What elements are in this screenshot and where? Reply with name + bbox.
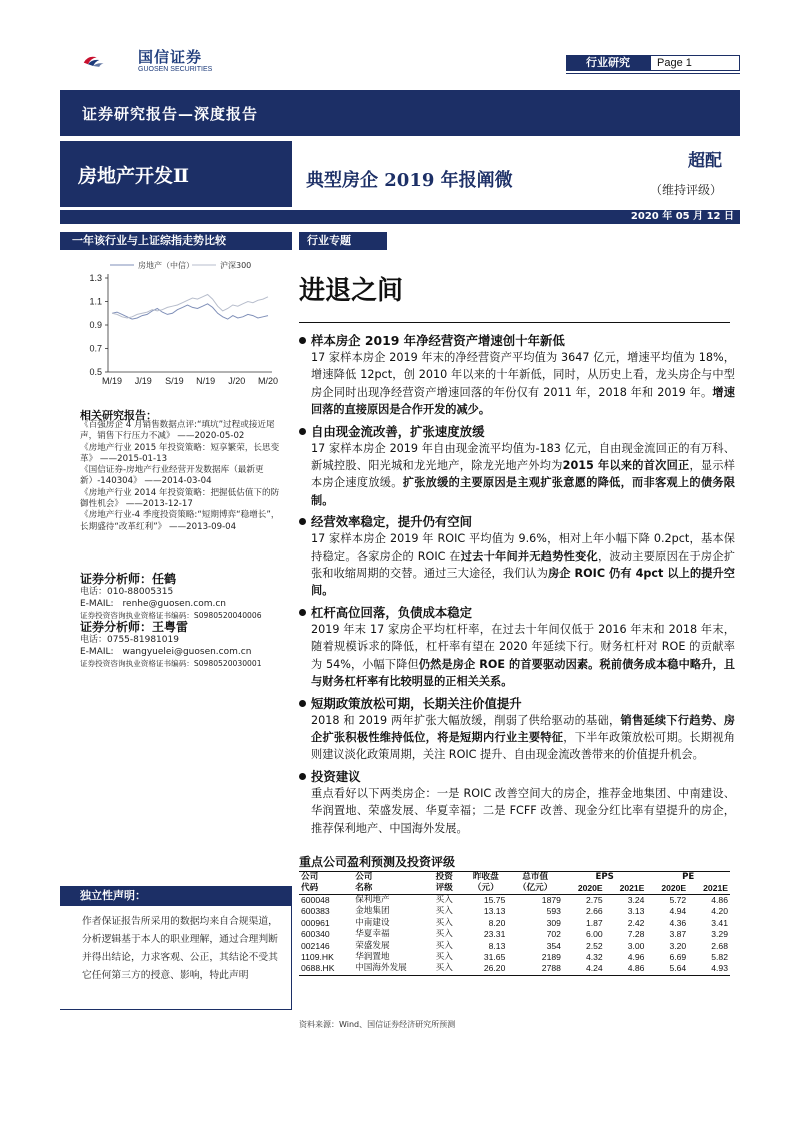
table-header: 评级	[434, 883, 465, 895]
section-text	[299, 440, 735, 510]
section-heading-text: 杠杆高位回落，负债成本稳定	[311, 604, 473, 620]
table-cell: 5.82	[711, 952, 728, 963]
rating-note: （维持评级）	[649, 183, 722, 197]
refs-title: 相关研究报告：	[80, 409, 157, 422]
section-text-plain: 17 家样本房企 2019 年自由现金流平均值为-183 亿元，自由现金流回正的有万科、新城控股、阳光城和龙光地产，除龙光地产外均为	[311, 441, 735, 473]
analyst-name: 证券分析师：王粤雷	[80, 620, 189, 634]
table-header: EPS	[563, 872, 647, 884]
table-header: （亿元）	[507, 883, 563, 895]
forecast-table	[299, 871, 730, 976]
big-title: 进退之间	[299, 276, 404, 306]
ref-item[interactable]: 《房地产行业 2014 年投资策略：把握低估值下的防御性机会》 ——2013-12-17	[80, 487, 280, 510]
header-rule	[566, 73, 740, 74]
table-cell: 华润置地	[355, 952, 390, 963]
summary-section	[299, 604, 735, 691]
section-text-plain: ，显示样本房企速度放缓。	[311, 459, 735, 490]
table-cell: 荣盛发展	[355, 940, 390, 951]
section-text-bold: 仍然是房企 ROE 的首要驱动因素。税前债务成本稳中略升，且与财务杠杆率有比较明显的正相关关系。	[311, 657, 735, 689]
table-cell: 4.36	[669, 917, 687, 928]
analyst-cert: 证券投资咨询执业资格证书编码：S0980520040006	[80, 611, 262, 621]
table-cell: 4.20	[711, 906, 728, 917]
section-text	[299, 785, 735, 837]
table-cell: 3.87	[669, 929, 687, 940]
table-cell: 4.32	[585, 952, 603, 963]
table-cell: 15.75	[483, 895, 506, 905]
table-cell: 2.68	[711, 940, 728, 951]
date-band	[60, 210, 740, 224]
y-tick-label: 0.7	[89, 343, 102, 354]
section-text	[299, 530, 735, 600]
table-cell: 1109.HK	[301, 952, 334, 963]
summary-section	[299, 332, 735, 419]
ref-item[interactable]: 《国信证券-房地产行业经营开发数据库（最新更新）-140304》 ——2014-03-04	[80, 465, 264, 487]
table-cell: 买入	[435, 929, 453, 940]
table-header: （元）	[464, 883, 507, 895]
x-tick-label: M/20	[257, 376, 279, 386]
header-tag: 行业研究	[566, 55, 650, 71]
section-heading	[299, 513, 735, 530]
table-row	[299, 918, 730, 929]
bullet-icon	[299, 337, 306, 344]
legend-label: 沪深300	[220, 261, 252, 270]
ref-item[interactable]: 《房地产行业-4 季度投资策略:“短期博弈“稳增长”，长期盛待“改革红利”》 ——2013-09-04	[80, 510, 280, 532]
bullet-icon	[299, 518, 306, 525]
table-cell: 中国海外发展	[353, 963, 433, 975]
table-cell: 中南建设	[355, 917, 390, 928]
table-cell: 1879	[541, 895, 561, 905]
legend-label: 房地产（中信）	[138, 261, 194, 270]
table-cell: 买入	[435, 906, 453, 917]
summary-section	[299, 695, 735, 764]
section-text	[299, 712, 735, 764]
independence-heading: 独立性声明：	[60, 886, 292, 906]
table-header: 代码	[299, 883, 353, 895]
analyst-email[interactable]: E-MAIL: wangyuelei@guosen.com.cn	[80, 646, 252, 657]
x-tick-label: N/19	[196, 376, 216, 386]
table-cell: 买入	[434, 963, 465, 975]
section-text-plain: ，下半年政策放松可期。长期视角则建议淡化政策周期，关注 ROIC 提升、自由现金流改善带来的价值提升机会。	[311, 730, 735, 762]
table-cell: 4.94	[669, 906, 687, 917]
report-type: 证券研究报告—深度报告	[82, 105, 259, 123]
section-text-bold: 过去十年间并无趋势性变化	[460, 549, 598, 563]
table-cell: 买入	[435, 940, 453, 951]
table-cell: 4.24	[563, 963, 605, 975]
section-heading-text: 短期政策放松可期，长期关注价值提升	[311, 695, 522, 711]
industry-name: 房地产开发Ⅱ	[78, 165, 190, 187]
y-tick-label: 0.9	[89, 320, 102, 330]
header-tag-box	[566, 55, 740, 71]
y-tick-label: 1.3	[89, 273, 102, 283]
title-rule	[299, 322, 730, 323]
bullet-icon	[299, 609, 306, 616]
section-tag: 行业专题	[299, 232, 387, 250]
table-header: 公司	[353, 872, 433, 884]
table-header: PE	[646, 872, 730, 884]
table-cell: 2.75	[585, 895, 603, 905]
logo-en-text: GUOSEN SECURITIES	[138, 66, 213, 73]
section-heading	[299, 695, 735, 712]
table-cell: 8.20	[488, 917, 506, 928]
table-cell: 5.64	[646, 963, 688, 975]
table-header: 名称	[353, 883, 433, 895]
table-cell: 600383	[301, 906, 330, 917]
table-header: 2020E	[646, 883, 688, 895]
table-cell: 2189	[541, 952, 561, 963]
section-heading	[299, 768, 735, 785]
table-cell: 6.69	[669, 952, 687, 963]
table-header: 2021E	[688, 883, 730, 895]
analyst-name: 证券分析师：任鹤	[80, 572, 177, 586]
table-cell: 1.87	[585, 917, 603, 928]
table-cell: 3.00	[627, 940, 645, 951]
summary-section	[299, 768, 735, 837]
table-row	[299, 941, 730, 952]
section-heading	[299, 604, 735, 621]
section-text-bold: 扩张放缓的主要原因是主观扩张意愿的降低，而非客观上的债务限制。	[311, 476, 735, 507]
table-title: 重点公司盈利预测及投资评级	[299, 855, 456, 869]
table-header: 昨收盘	[464, 872, 507, 884]
table-row	[299, 963, 730, 975]
analyst-phone: 电话：0755-81981019	[80, 635, 179, 645]
section-heading-text: 样本房企 2019 年净经营资产增速创十年新低	[311, 333, 565, 348]
table-cell: 0688.HK	[299, 963, 353, 975]
analyst-email[interactable]: E-MAIL: renhe@guosen.com.cn	[80, 598, 226, 609]
analyst-block-2	[80, 620, 290, 670]
page-number: Page 1	[650, 55, 740, 71]
trend-chart	[60, 254, 292, 402]
table-cell: 3.24	[627, 895, 645, 905]
section-heading-text: 投资建议	[311, 768, 361, 784]
table-body	[299, 895, 730, 976]
table-cell: 3.13	[627, 906, 645, 917]
bullet-icon	[299, 428, 306, 435]
table-cell: 买入	[435, 917, 453, 928]
table-cell: 保利地产	[355, 895, 390, 905]
section-text	[299, 621, 735, 691]
section-text-plain: 2019 年末 17 家房企平均杠杆率，在过去十年间仅低于 2016 年末和 2018 年末，随着规模诉求的降低，杠杆率有望在 2020 年延续下行。财务杠杆对 ROE 的贡献率为 54%，小幅下降但	[311, 622, 735, 671]
industry-band	[60, 141, 292, 207]
report-date: 2020 年 05 月 12 日	[630, 211, 734, 222]
chart-heading: 一年该行业与上证综指走势比较	[60, 232, 292, 250]
section-text-bold: 2015 年以来的首次回正	[562, 459, 690, 473]
ref-item[interactable]: 《百强房企 4 月销售数据点评:“填坑”过程或接近尾声，销售下行压力不减》 ——2020-05-02	[80, 420, 275, 442]
bullet-icon	[299, 773, 306, 780]
table-cell: 23.31	[483, 929, 506, 940]
table-header: 2020E	[563, 883, 605, 895]
table-row	[299, 895, 730, 907]
x-tick-label: M/19	[101, 376, 123, 386]
table-cell: 3.20	[669, 940, 687, 951]
summary-section	[299, 513, 735, 600]
section-text	[299, 349, 735, 419]
bullet-icon	[299, 700, 306, 707]
series-line	[112, 304, 268, 319]
ref-item[interactable]: 《房地产行业 2015 年投资策略：短享繁荣，长思变革》 ——2015-01-13	[80, 442, 280, 464]
table-header: 投资	[434, 872, 465, 884]
table-cell: 2.42	[627, 917, 645, 928]
main-body	[299, 332, 735, 841]
table-cell: 5.72	[669, 895, 687, 905]
section-heading-text: 自由现金流改善，扩张速度放缓	[311, 423, 485, 439]
table-cell: 26.20	[464, 963, 507, 975]
table-cell: 702	[546, 929, 561, 940]
analyst-block-1	[80, 572, 290, 622]
table-row	[299, 906, 730, 917]
table-cell: 2.66	[585, 906, 603, 917]
guosen-logo-icon	[82, 44, 138, 76]
table-cell: 金地集团	[355, 906, 390, 917]
table-cell: 4.93	[688, 963, 730, 975]
table-row	[299, 952, 730, 963]
table-cell: 8.13	[488, 940, 506, 951]
table-source: 资料来源：Wind、国信证券经济研究所预测	[299, 1020, 456, 1029]
summary-section	[299, 423, 735, 510]
table-cell: 6.00	[585, 929, 603, 940]
table-cell: 002146	[301, 940, 330, 951]
table-cell: 13.13	[483, 906, 506, 917]
analyst-cert: 证券投资咨询执业资格证书编码：S0980520030001	[80, 659, 262, 669]
section-text-bold: 销售延续下行趋势、房企扩张积极性维持低位，将是短期内行业主要特征	[311, 713, 735, 744]
table-cell: 2788	[507, 963, 563, 975]
rating: 超配	[688, 151, 722, 171]
table-cell: 600048	[301, 895, 330, 905]
logo-cn-text: 国信证券	[138, 48, 203, 66]
section-text-bold: 增速回落的直接原因是合作开发的减少。	[311, 385, 735, 417]
table-cell: 4.96	[627, 952, 645, 963]
x-tick-label: S/19	[165, 376, 184, 386]
section-text-plain: 17 家样本房企 2019 年 ROIC 平均值为 9.6%，相对上年小幅下降 0.2pct，基本保持稳定。各家房企的 ROIC 在	[311, 532, 735, 563]
table-cell: 593	[546, 906, 561, 917]
section-text-plain: 17 家样本房企 2019 年末的净经营资产平均值为 3647 亿元，增速平均值为 18%，增速降低 12pct，创 2010 年以来的十年新低，同时，从历史上看，龙头房企与中型房企同时出现净经营资产增速回落的年份仅有 2011 年，2018 年和 2019 年。	[311, 351, 735, 399]
table-cell: 7.28	[627, 929, 645, 940]
report-type-band	[60, 90, 740, 136]
table-cell: 4.86	[711, 895, 728, 905]
table-header: 公司	[299, 872, 353, 884]
table-cell: 买入	[435, 952, 453, 963]
section-text-plain: ，波动主要原因在于房企扩张和收缩周期的交替。通过三大途径，我们认为	[311, 549, 735, 581]
table-header-row	[299, 883, 730, 895]
table-cell: 354	[546, 940, 561, 951]
table-header-row	[299, 872, 730, 884]
table-cell: 4.86	[605, 963, 647, 975]
independence-text: 作者保证报告所采用的数据均来自合规渠道，分析逻辑基于本人的职业理解，通过合理判断并得出结论，力求客观、公正，其结论不受其它任何第三方的授意、影响，特此声明	[82, 916, 278, 981]
table-cell: 买入	[435, 895, 453, 905]
table-cell: 31.65	[483, 952, 506, 963]
y-tick-label: 1.1	[89, 296, 102, 307]
table-cell: 309	[546, 917, 561, 928]
table-cell: 3.29	[711, 929, 728, 940]
table-cell: 600340	[301, 929, 330, 940]
table-cell: 2.52	[585, 940, 603, 951]
x-tick-label: J/20	[228, 376, 246, 386]
analyst-phone: 电话：010-88005315	[80, 587, 174, 597]
section-text-plain: 2018 和 2019 两年扩张大幅放缓，削弱了供给驱动的基础，	[311, 713, 621, 727]
y-tick-label: 0.5	[89, 367, 102, 377]
section-text-bold: 房企 ROIC 仍有 4pct 以上的提升空间。	[311, 567, 735, 598]
table-header: 2021E	[605, 883, 647, 895]
table-cell: 华夏幸福	[355, 929, 390, 940]
refs-list	[80, 420, 284, 533]
table-header: 总市值	[507, 872, 563, 884]
section-heading-text: 经营效率稳定，提升仍有空间	[311, 514, 473, 530]
table-row	[299, 929, 730, 940]
section-heading	[299, 423, 735, 440]
table-cell: 3.41	[711, 917, 728, 928]
x-tick-label: J/19	[134, 376, 152, 386]
section-text-plain: 重点看好以下两类房企：一是 ROIC 改善空间大的房企，推荐金地集团、中南建设、华润置地、荣盛发展、华夏幸福；二是 FCFF 改善、现金分红比率有望提升的房企，推荐保利地产、中国海外发展。	[311, 786, 735, 835]
report-title: 典型房企 2019 年报阐微	[306, 170, 513, 191]
section-heading	[299, 332, 735, 349]
table-cell: 000961	[301, 917, 330, 928]
